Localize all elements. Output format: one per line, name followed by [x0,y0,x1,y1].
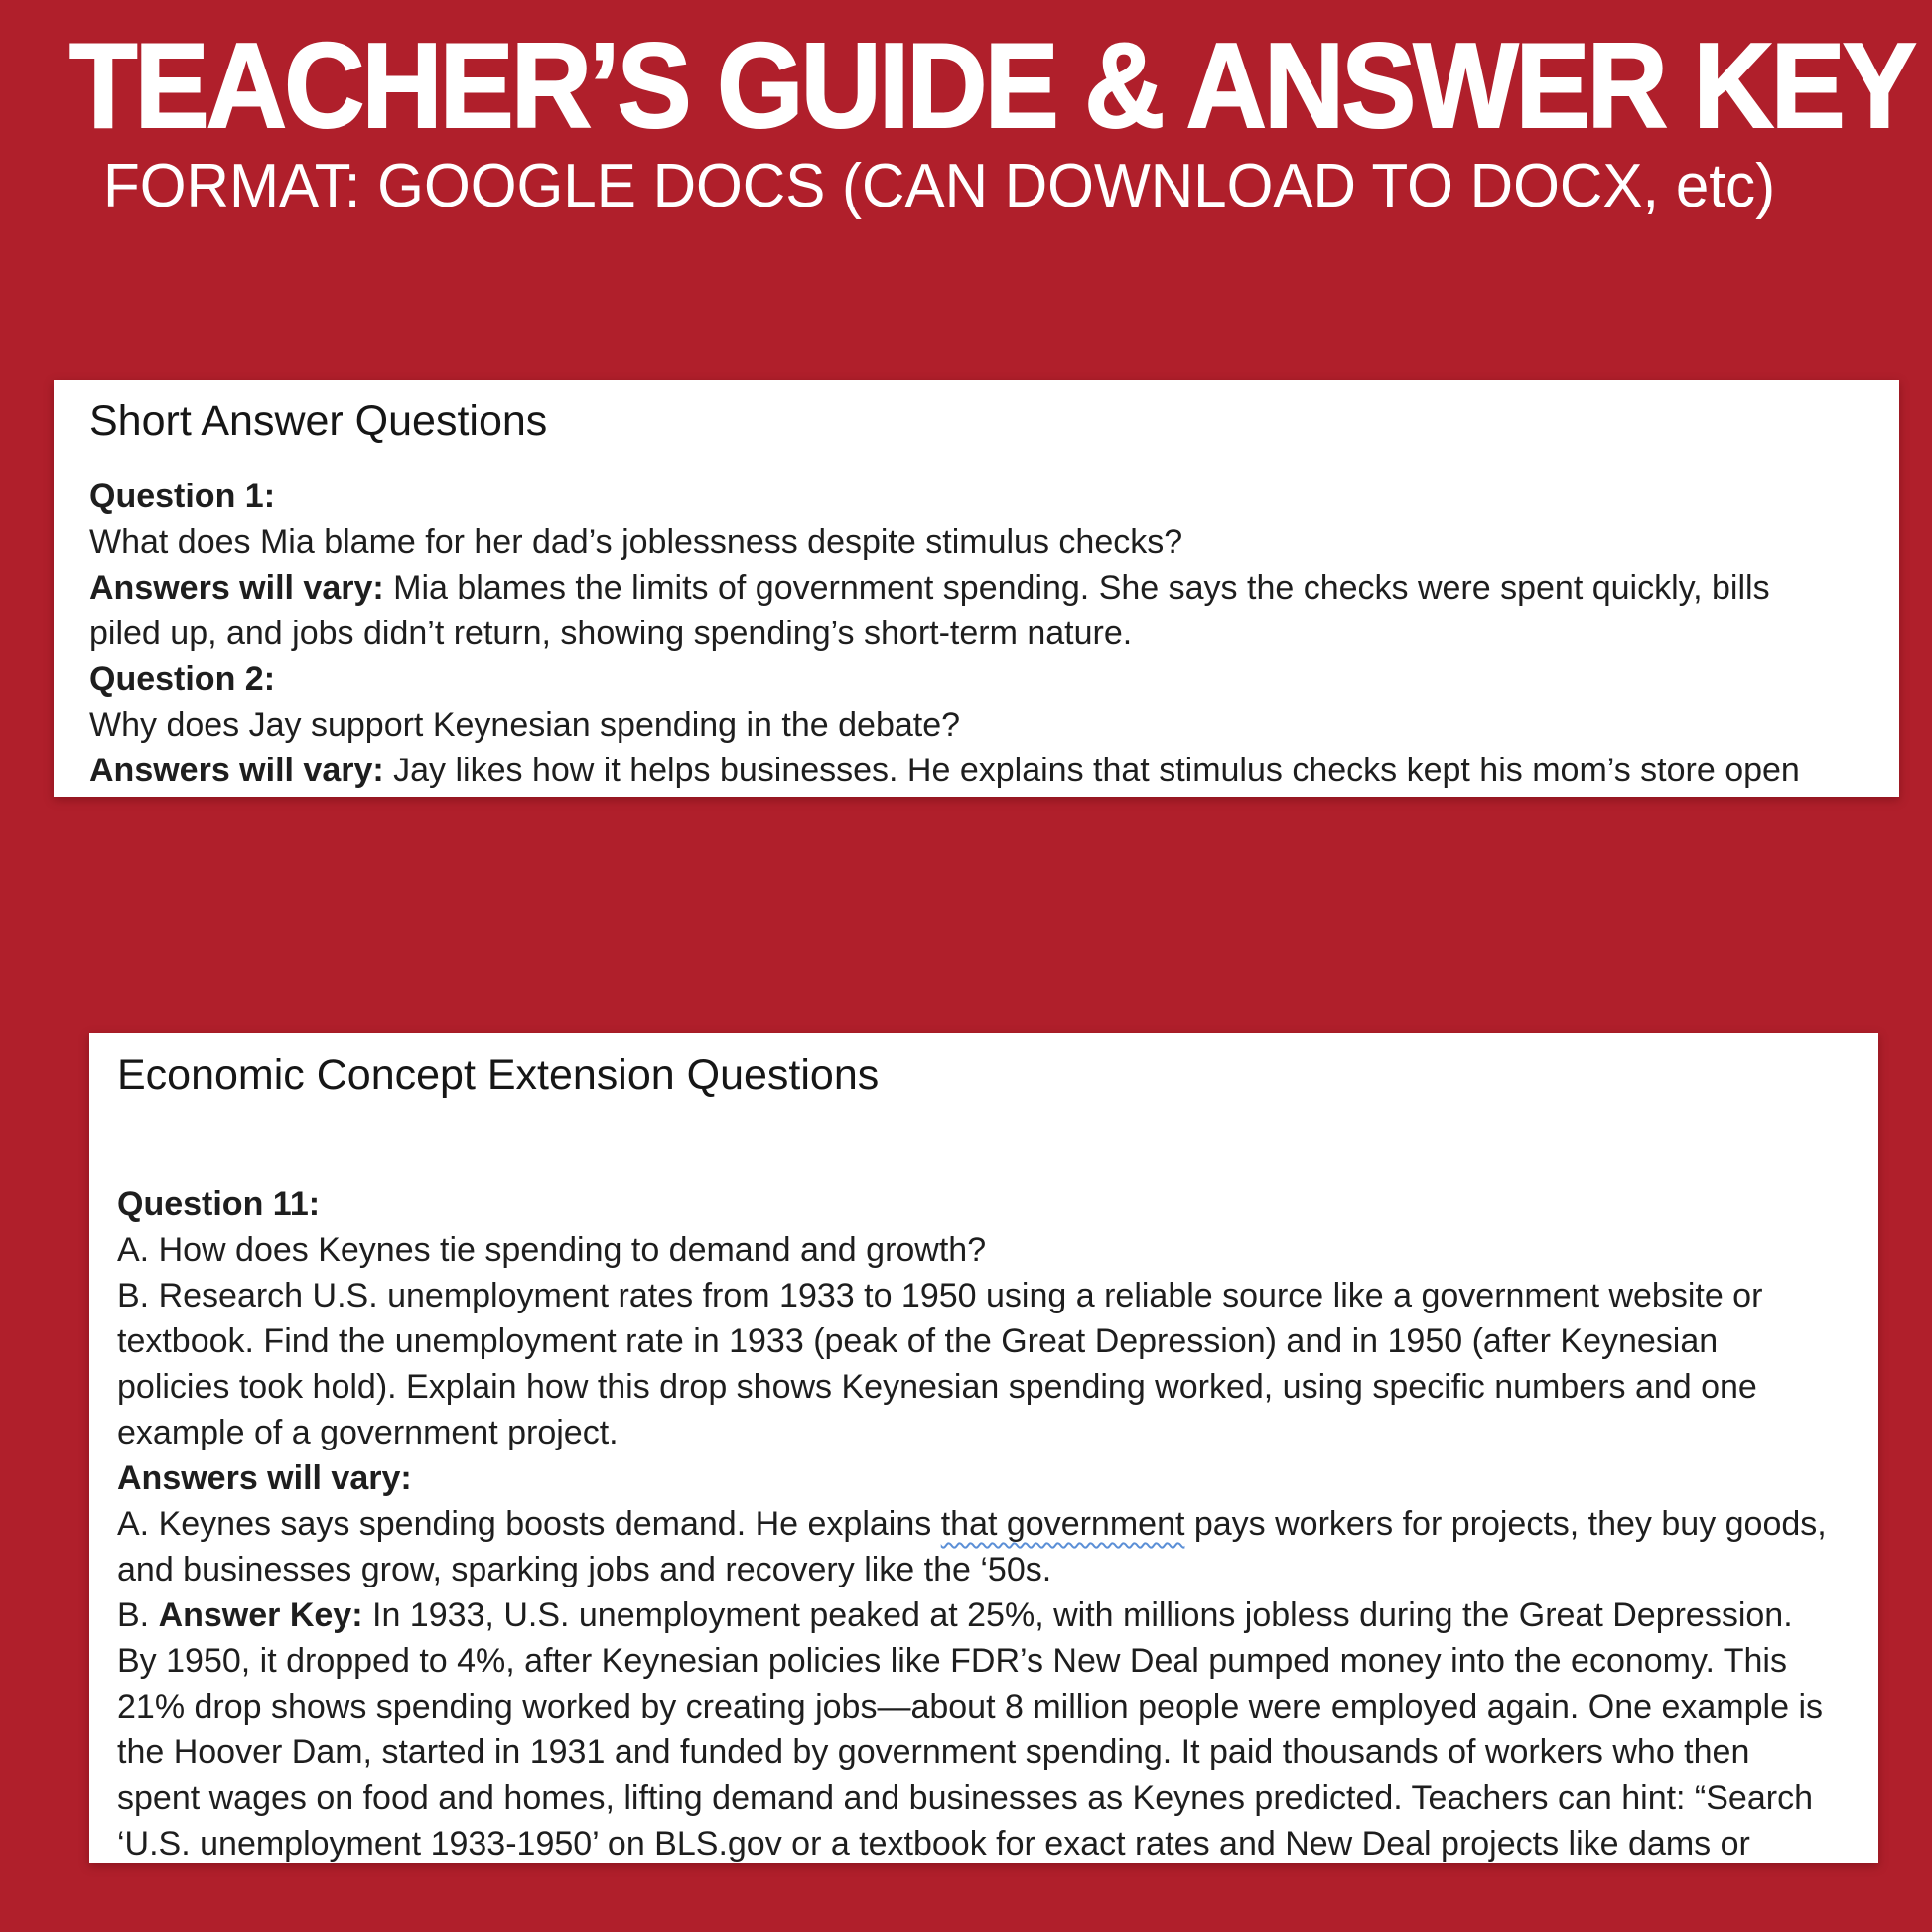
text-line [117,1821,1878,1863]
short-answer-heading: Short Answer Questions [89,397,548,445]
format-subtitle: FORMAT: GOOGLE DOCS (CAN DOWNLOAD TO DOCX, etc) [103,152,1776,220]
extension-questions-heading: Economic Concept Extension Questions [117,1051,880,1099]
text-segment: Jay likes how it helps businesses. He explains that stimulus checks kept his mom’s store open [383,752,1800,789]
text-segment: pays workers for projects, they buy goods, [1184,1505,1827,1543]
extension-questions-panel [89,1033,1878,1863]
text-line [89,702,1899,748]
text-segment: spent wages on food and homes, lifting demand and businesses as Keynes predicted. Teachers can hint: “Search [117,1779,1813,1817]
text-segment: the Hoover Dam, started in 1931 and funded by government spending. It paid thousands of workers who then [117,1733,1750,1771]
text-segment: that government [940,1505,1185,1543]
text-line [117,1775,1878,1821]
text-line [117,1684,1878,1729]
text-line [117,1318,1878,1364]
text-line [117,1501,1878,1547]
text-line [89,611,1899,656]
text-segment: Answer Key: [158,1596,363,1634]
text-line [117,1273,1878,1318]
text-segment: 21% drop shows spending worked by creating jobs—about 8 million people were employed again. One example is [117,1688,1823,1725]
text-line [117,1638,1878,1684]
text-segment: and businesses grow, sparking jobs and recovery like the ‘50s. [117,1551,1052,1588]
page-title: TEACHER’S GUIDE & ANSWER KEY [69,18,1914,153]
text-line [117,1547,1878,1592]
extension-questions-body [117,1181,1878,1863]
text-line [117,1181,1878,1227]
text-segment: Mia blames the limits of government spending. She says the checks were spent quickly, bills [383,569,1770,607]
text-segment: Question 11: [117,1185,321,1223]
text-segment: A. Keynes says spending boosts demand. He explains [117,1505,941,1543]
text-segment: By 1950, it dropped to 4%, after Keynesian policies like FDR’s New Deal pumped money into the economy. This [117,1642,1787,1680]
text-line [89,474,1899,519]
text-line [89,656,1899,702]
text-segment: Answers will vary: [89,752,384,789]
text-line [89,519,1899,565]
text-segment: What does Mia blame for her dad’s joblessness despite stimulus checks? [89,523,1183,561]
text-segment: policies took hold). Explain how this drop shows Keynesian spending worked, using specific numbers and one [117,1368,1757,1406]
text-segment: piled up, and jobs didn’t return, showing spending’s short-term nature. [89,615,1133,652]
text-segment: textbook. Find the unemployment rate in 1933 (peak of the Great Depression) and in 1950 (after Keynesian [117,1322,1719,1360]
short-answer-body [89,474,1899,793]
short-answer-panel [54,380,1899,797]
text-segment: In 1933, U.S. unemployment peaked at 25%, with millions jobless during the Great Depression. [362,1596,1793,1634]
text-line [89,748,1899,793]
text-line [117,1410,1878,1455]
text-segment: Answers will vary: [117,1459,412,1497]
text-line [117,1227,1878,1273]
text-segment: Question 2: [89,660,276,698]
text-segment: A. How does Keynes tie spending to demand and growth? [117,1231,987,1269]
text-line [117,1729,1878,1775]
text-line [117,1592,1878,1638]
text-segment: Answers will vary: [89,569,384,607]
text-line [89,565,1899,611]
text-segment: Question 1: [89,478,276,515]
text-segment: example of a government project. [117,1414,619,1451]
text-segment: B. Research U.S. unemployment rates from 1933 to 1950 using a reliable source like a government website or [117,1277,1763,1314]
text-segment: B. [117,1596,159,1634]
text-segment: Why does Jay support Keynesian spending in the debate? [89,706,961,744]
text-segment: ‘U.S. unemployment 1933-1950’ on BLS.gov or a textbook for exact rates and New Deal projects like dams or [117,1825,1750,1863]
text-line [117,1364,1878,1410]
text-line [117,1455,1878,1501]
